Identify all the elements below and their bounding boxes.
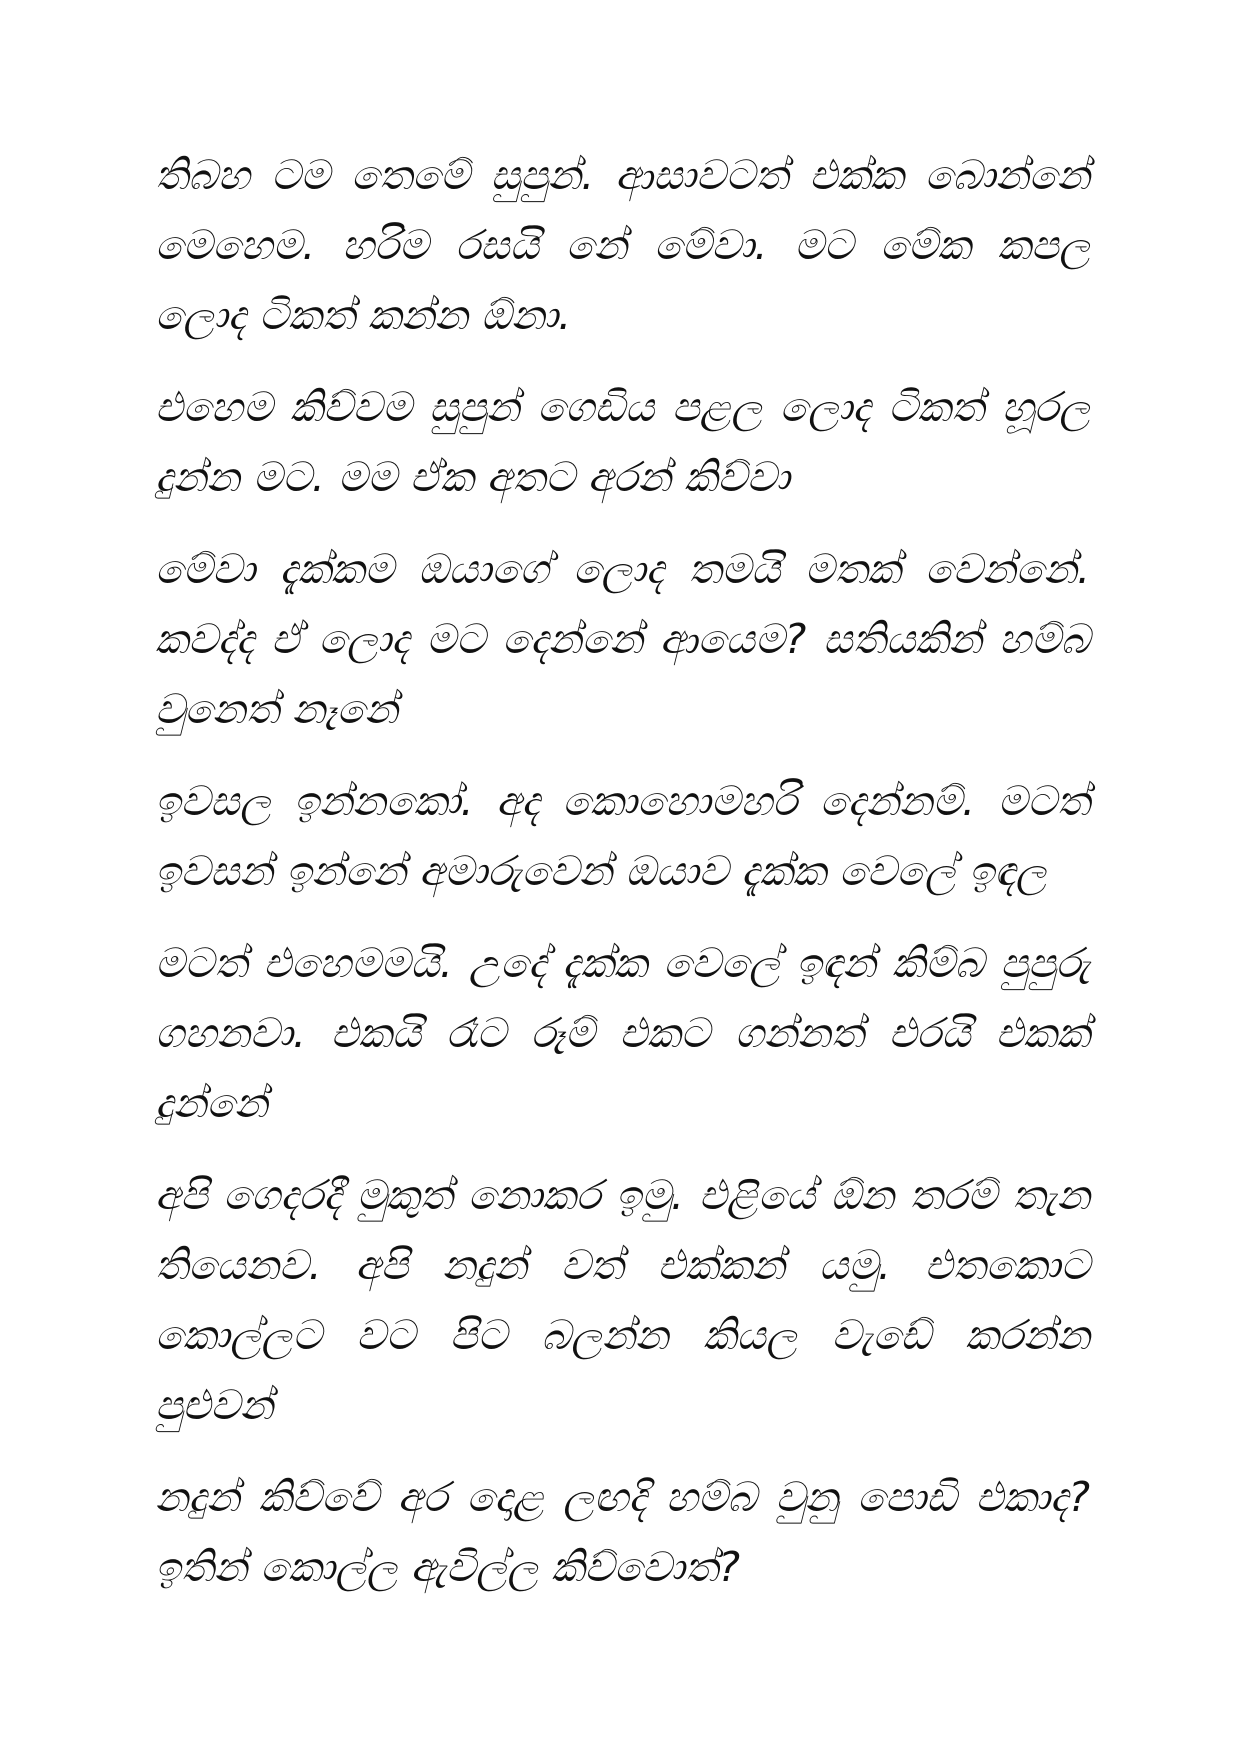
paragraph-3: මේවා දැක්කම ඔයාගේ ලොද තමයි මතක් වෙන්නේ. කවද්ද ඒ ලොද මට දෙන්නේ ආයෙම? සතියකින් හම්බ වුනෙත් නෑනේ bbox=[155, 545, 1090, 733]
paragraph-5: මටත් එහෙමමයි. උදේ දැක්ක වෙලේ ඉඳන් කිම්බ පුපුරු ගහනවා. එකයි රෑට රූම් එකට ගන්නත් එරයි එකක් දුන්නේ bbox=[155, 939, 1090, 1127]
paragraph-2: එහෙම කිව්වම සුපුන් ගෙඩිය පළල ලොද ටිකත් හූරල දුන්න මට. මම ඒක අතට අරන් කිව්වා bbox=[155, 383, 1090, 501]
paragraph-4: ඉවසල ඉන්නකෝ. අද කොහොමහරි දෙන්නම්. මටත් ඉවසන් ඉන්නේ අමාරුවෙන් ඔයාව දැක්ක වෙලේ ඉඳල bbox=[155, 777, 1090, 895]
paragraph-1: තිබහ ටම තෙමේ සුපුන්. ආසාවටත් එක්ක බොන්නේ මෙහෙම. හරිම රසයි නේ මේවා. මට මේක කපල ලොද ටිකත් කන්න ඕනා. bbox=[155, 151, 1090, 339]
paragraph-6: අපි ගෙදරදී මුකුත් නොකර ඉමු. එළියේ ඕන තරම් තැන තියෙනව. අපි නදුන් වත් එක්කන් යමු. එතකොට කොල්ලට වට පිට බලන්න කියල වැඩේ කරන්න පුළුවන් bbox=[155, 1171, 1090, 1429]
story-text bbox=[155, 140, 1090, 1624]
paragraph-7: නදුන් කිව්වේ අර දොළ ලඟදි හම්බ වුනු පොඩි එකාද? ඉතින් කොල්ල ඇවිල්ල කිව්වොත්? bbox=[155, 1473, 1090, 1591]
